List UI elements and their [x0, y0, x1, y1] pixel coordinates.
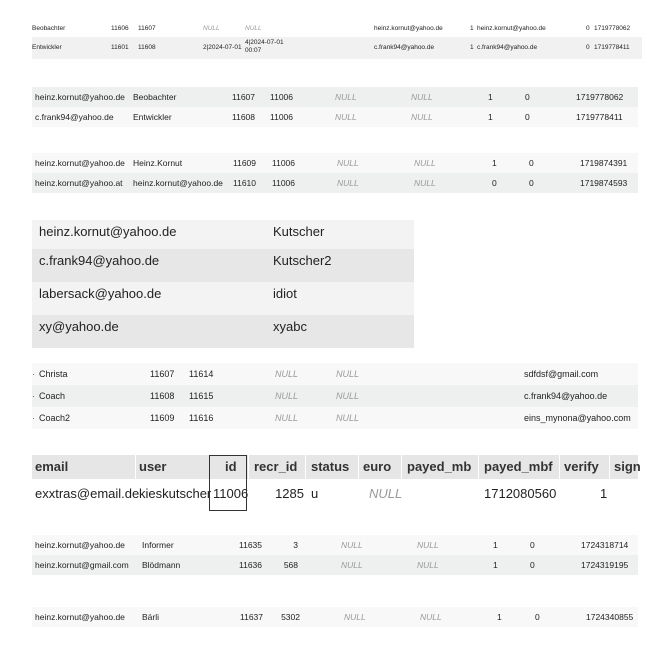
cell-verify: 1 — [492, 158, 497, 168]
cell-id: 11609 — [150, 413, 175, 423]
cell-id: 11607 — [232, 92, 256, 102]
cell-date: 2|2024-07-01 — [203, 44, 242, 51]
cell-verify: 1 — [488, 92, 493, 102]
cell-id: 11635 — [239, 540, 263, 550]
cell-recr-id: 1285 — [275, 486, 304, 501]
cell-sign: c.frank94@yahoo.de — [477, 44, 538, 51]
cell-euro: NULL — [414, 178, 436, 188]
cell-recr: 11615 — [189, 391, 214, 401]
cell-id: 11601 — [111, 44, 129, 51]
cell-timestamp: 1719778411 — [576, 112, 623, 122]
table-row[interactable] — [32, 363, 638, 385]
cell-euro: NULL — [411, 92, 433, 102]
column-divider — [609, 455, 610, 479]
column-divider — [248, 455, 249, 479]
cell-date-2: 4|2024-07-01 00:07 — [245, 39, 284, 54]
cell-email: heinz.kornut@yahoo.de — [35, 612, 125, 622]
table-row[interactable] — [32, 249, 414, 282]
cell-verify: 1 — [600, 486, 608, 501]
cell-user: idiot — [273, 286, 297, 301]
cell-recr: 11006 — [270, 112, 294, 122]
cell-sign: heinz.kornut@yahoo.de — [477, 25, 546, 32]
cell-timestamp: 1719874391 — [580, 158, 628, 168]
cell-recr: 11616 — [189, 413, 214, 423]
cell-flag: 0 — [586, 44, 590, 51]
cell-id: 11637 — [240, 612, 264, 622]
cell-status: NULL — [275, 369, 299, 379]
cell-id: 11606 — [111, 25, 129, 32]
table-row[interactable] — [32, 407, 638, 429]
cell-email: c.frank94@yahoo.de — [35, 112, 114, 122]
cell-flag: 0 — [529, 178, 534, 188]
cell-euro: NULL — [336, 413, 360, 423]
cell-email: labersack@yahoo.de — [39, 286, 162, 301]
cell-user: Informer — [142, 540, 174, 550]
column-header-verify[interactable]: verify — [564, 459, 599, 474]
cell-status: NULL — [335, 112, 357, 122]
column-divider — [401, 455, 402, 479]
table-row[interactable] — [32, 37, 642, 59]
row-marker: · — [32, 391, 35, 401]
cell-user: kieskutscher — [139, 486, 212, 501]
cell-email: heinz.kornut@yahoo.de — [35, 92, 125, 102]
cell-id: 11636 — [239, 560, 263, 570]
table-header — [32, 455, 641, 479]
cell-status: u — [311, 486, 319, 501]
cell-user: Bärli — [142, 612, 160, 622]
cell-timestamp: 1724318714 — [581, 540, 629, 550]
table-row[interactable] — [32, 555, 638, 575]
cell-recr: 11006 — [272, 178, 296, 188]
cell-verify: 1 — [470, 44, 474, 51]
cell-user: Blödmann — [142, 560, 181, 570]
cell-flag: 0 — [525, 92, 530, 102]
table-row[interactable] — [32, 480, 638, 510]
column-header-status[interactable]: status — [311, 459, 350, 474]
cell-euro: NULL — [417, 560, 439, 570]
column-divider — [135, 455, 136, 479]
cell-verify: 1 — [470, 25, 474, 32]
cell-status: NULL — [335, 92, 357, 102]
table-row[interactable] — [32, 282, 414, 315]
cell-recr: 11608 — [138, 44, 156, 51]
cell-verify: 1 — [497, 612, 502, 622]
cell-timestamp: 1724319195 — [581, 560, 629, 570]
cell-id: 11608 — [150, 391, 175, 401]
column-header-payed-mb[interactable]: payed_mb — [407, 459, 472, 474]
cell-name: Coach — [39, 391, 66, 401]
column-header-payed-mbf[interactable]: payed_mbf — [484, 459, 553, 474]
column-header-email[interactable]: email — [35, 459, 69, 474]
cell-email: c.frank94@yahoo.de — [524, 391, 608, 401]
cell-euro: NULL — [336, 369, 360, 379]
cell-email: sdfdsf@gmail.com — [524, 369, 599, 379]
cell-recr: 11614 — [189, 369, 214, 379]
row-marker: · — [32, 369, 35, 379]
cell-status: NULL — [275, 413, 299, 423]
cell-flag: 0 — [525, 112, 530, 122]
table-row[interactable] — [32, 87, 638, 107]
cell-flag: 0 — [586, 25, 590, 32]
cell-euro: NULL — [245, 25, 262, 32]
cell-email: exxtras@email.de — [35, 486, 140, 501]
cell-user: Entwickler — [32, 44, 62, 51]
cell-status: NULL — [203, 25, 220, 32]
table-row[interactable] — [32, 107, 638, 127]
cell-email: heinz.kornut@yahoo.de — [35, 158, 125, 168]
cell-id: 11609 — [233, 158, 257, 168]
cell-verify: 1 — [493, 540, 498, 550]
cell-flag: 0 — [529, 158, 534, 168]
cell-verify: 1 — [488, 112, 493, 122]
column-header-recr-id[interactable]: recr_id — [254, 459, 298, 474]
cell-email: heinz.kornut@gmail.com — [35, 560, 129, 570]
column-divider — [559, 455, 560, 479]
cell-timestamp: 1719778062 — [576, 92, 624, 102]
cell-flag: 0 — [530, 560, 535, 570]
cell-status: NULL — [341, 560, 363, 570]
table-row[interactable] — [32, 20, 642, 37]
cell-user: Entwickler — [133, 112, 172, 122]
cell-email: heinz.kornut@yahoo.de — [374, 25, 443, 32]
column-header-id[interactable]: id — [225, 459, 237, 474]
table-row[interactable] — [32, 607, 638, 627]
cell-flag: 0 — [535, 612, 540, 622]
cell-email: heinz.kornut@yahoo.de — [35, 540, 125, 550]
table-row[interactable] — [32, 153, 638, 173]
cell-timestamp: 1719874593 — [580, 178, 628, 188]
cell-id: 11607 — [150, 369, 175, 379]
column-divider — [358, 455, 359, 479]
cell-id: 11608 — [232, 112, 256, 122]
cell-verify: 1 — [493, 560, 498, 570]
cell-recr: 5302 — [281, 612, 300, 622]
cell-name: Coach2 — [39, 413, 71, 423]
cell-id: 11610 — [233, 178, 257, 188]
column-divider — [305, 455, 306, 479]
cell-user: Kutscher — [273, 224, 325, 239]
cell-status: NULL — [337, 158, 359, 168]
cell-recr: 11006 — [272, 158, 296, 168]
cell-recr: 3 — [293, 540, 298, 550]
cell-email: eins_mynona@yahoo.com — [524, 413, 631, 423]
cell-id[interactable]: 11006 — [213, 486, 249, 501]
cell-user: Heinz.Kornut — [133, 158, 183, 168]
cell-email: xy@yahoo.de — [39, 319, 119, 334]
cell-user: heinz.kornut@yahoo.de — [133, 178, 223, 188]
column-header-euro[interactable]: euro — [363, 459, 392, 474]
cell-status: NULL — [341, 540, 363, 550]
cell-euro: NULL — [420, 612, 442, 622]
cell-email: heinz.kornut@yahoo.de — [39, 224, 177, 239]
cell-timestamp: 1719778411 — [594, 44, 630, 51]
cell-flag: 0 — [530, 540, 535, 550]
cell-status: NULL — [275, 391, 299, 401]
cell-payed-mbf: 1712080560 — [484, 486, 557, 501]
column-header-user[interactable]: user — [139, 459, 167, 474]
cell-timestamp: 1719778062 — [594, 25, 631, 32]
column-divider — [478, 455, 479, 479]
cell-user: Beobachter — [32, 25, 66, 32]
cell-recr: 568 — [283, 560, 298, 570]
cell-status: NULL — [344, 612, 366, 622]
cell-verify: 0 — [492, 178, 497, 188]
table-row[interactable] — [32, 535, 638, 555]
cell-recr: 11607 — [138, 25, 156, 32]
table-row[interactable] — [32, 385, 638, 407]
cell-email: c.frank94@yahoo.de — [374, 44, 435, 51]
cell-euro: NULL — [417, 540, 439, 550]
cell-email: heinz.kornut@yahoo.at — [35, 178, 123, 188]
column-header-sign[interactable]: sign — [614, 459, 641, 474]
table-row[interactable] — [32, 173, 638, 193]
cell-timestamp: 1724340855 — [586, 612, 634, 622]
cell-email: c.frank94@yahoo.de — [39, 253, 160, 268]
selected-cell-outline — [209, 455, 247, 511]
cell-recr: 11006 — [270, 92, 294, 102]
cell-euro: NULL — [411, 112, 433, 122]
cell-name: Christa — [39, 369, 68, 379]
cell-user: Kutscher2 — [273, 253, 332, 268]
cell-user: xyabc — [273, 319, 307, 334]
cell-euro: NULL — [336, 391, 360, 401]
table-row[interactable] — [32, 315, 414, 348]
cell-euro: NULL — [369, 486, 403, 501]
row-marker: · — [32, 413, 35, 423]
cell-user: Beobachter — [133, 92, 177, 102]
cell-status: NULL — [337, 178, 359, 188]
cell-euro: NULL — [414, 158, 436, 168]
